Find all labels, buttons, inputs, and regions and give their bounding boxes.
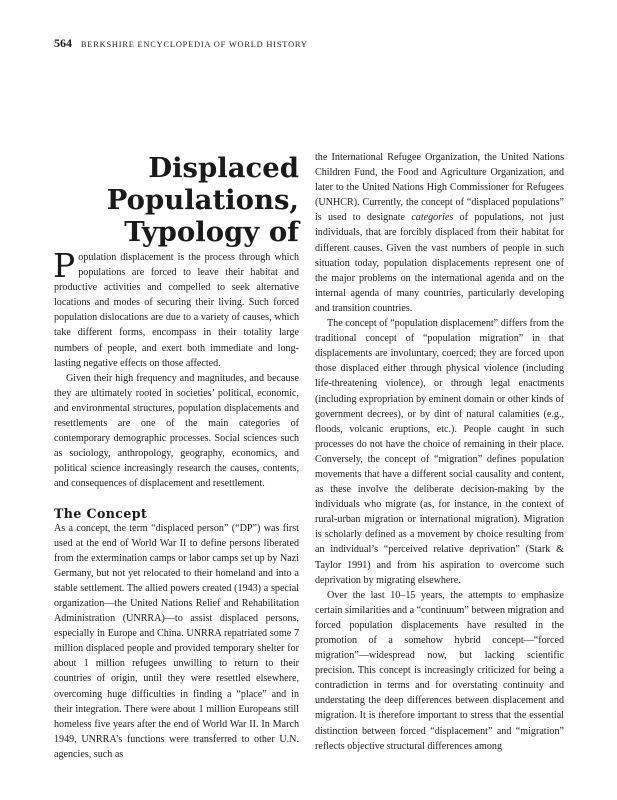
right-paragraph-1: the International Refugee Organization, the United Nations Children Fund, the Food and Agriculture Organization, and later to the United Nations High Commissioner for Refugees (UNHCR). Currently, the concept of “displaced populations” is used to designate categories of populations, not just individuals, that are forcibly displaced from their habitat for different causes. Given the vast numbers of people in such situation today, population displacements represent one of the major problems on the international agenda and on the internal agenda of many countries, particularly developing and transition countries.: [315, 152, 564, 314]
page-number: 564: [54, 36, 72, 50]
concept-paragraph-1: As a concept, the term “displaced person” (“DP”) was first used at the end of World War II to define persons liberated from the extermination camps or labor camps set up by Nazi Germany, but not yet relocated to their homeland and into a stable settlement. The allied powers created (1943) a special organization—the United Nations Relief and Rehabilitation Administration (UNRRA)—to assist displaced persons, especially in Europe and China. UNRRA repatriated some 7 million displaced people and provided temporary shelter for about 1 million refugees unwilling to return to their countries of origin, until they were resettled elsewhere, overcoming huge difficulties in finding a “place” and in their integration. There were about 1 million Europeans still homeless five years after the end of World War II. In March 1949, UNRRA’s functions were transferred to other U.N. agencies, such as: [54, 522, 299, 760]
intro-paragraph-1: Population displacement is the process through which populations are forced to leave their habitat and productive activities and compelled to seek alternative locations and modes of securing their living. Such forced population dislocations are due to a variety of causes, which take different forms, encompass in their totality large numbers of people, and exert both immediate and long-lasting negative effects on those affected.: [53, 246, 299, 369]
title-line-3: Typology of: [124, 216, 299, 248]
drop-cap: P: [53, 246, 76, 285]
title-line-1: Displaced: [148, 152, 299, 184]
title-line-2: Populations,: [106, 184, 299, 216]
left-column: [53, 246, 299, 762]
emphasis-categories: categories: [411, 212, 454, 224]
article-title: [54, 152, 299, 248]
right-paragraph-3: Over the last 10–15 years, the attempts to emphasize certain similarities and a “continuum” between migration and forced population displacements have resulted in the promotion of a somehow hybrid concept—“forced migration”—widespread now, but lacking scientific precision. This concept is increasingly criticized for being a contradiction in terms and for overstating continuity and understating the deep differences between displacement and migration. It is therefore important to stress that the essential distinction between forced “displacement” and “migration” reflects objective structural differences among: [315, 589, 564, 752]
section-heading: The Concept: [54, 505, 148, 521]
right-paragraph-2: The concept of “population displacement” differs from the traditional concept of “population migration” in that displacements are involuntary, coerced; they are forced upon those displaced either through physical violence (including life-threatening violence), or through legal enactments (including expropriation by eminent domain or other kinds of government decrees), or by dint of natural calamities (e.g., floods, volcanic eruptions, etc.). People caught in such processes do not have the choice of remaining in their place. Conversely, the concept of “migration” defines population movements that have a different social causality and content, as these involve the deliberate decision-making by the individuals who migrate (as, for instance, in the context of rural-urban migration or international migration). Migration is scholarly defined as a movement by choice resulting from an individual’s “perceived relative deprivation” (Stark & Taylor 1991) and from his aspiration to overcome such deprivation by migrating elsewhere.: [315, 318, 564, 586]
running-title: BERKSHIRE ENCYCLOPEDIA OF WORLD HISTORY: [80, 40, 308, 49]
running-header: [54, 36, 574, 51]
right-column: [315, 150, 564, 754]
intro-paragraph-2: Given their high frequency and magnitudes, and because they are ultimately rooted in societies’ political, economic, and environmental structures, population displacements and resettlements are one of the main categories of contemporary demographic processes. Social sciences such as sociology, anthropology, geography, economics, and political science increasingly research the causes, contents, and consequences of displacement and resettlement.: [54, 372, 299, 490]
